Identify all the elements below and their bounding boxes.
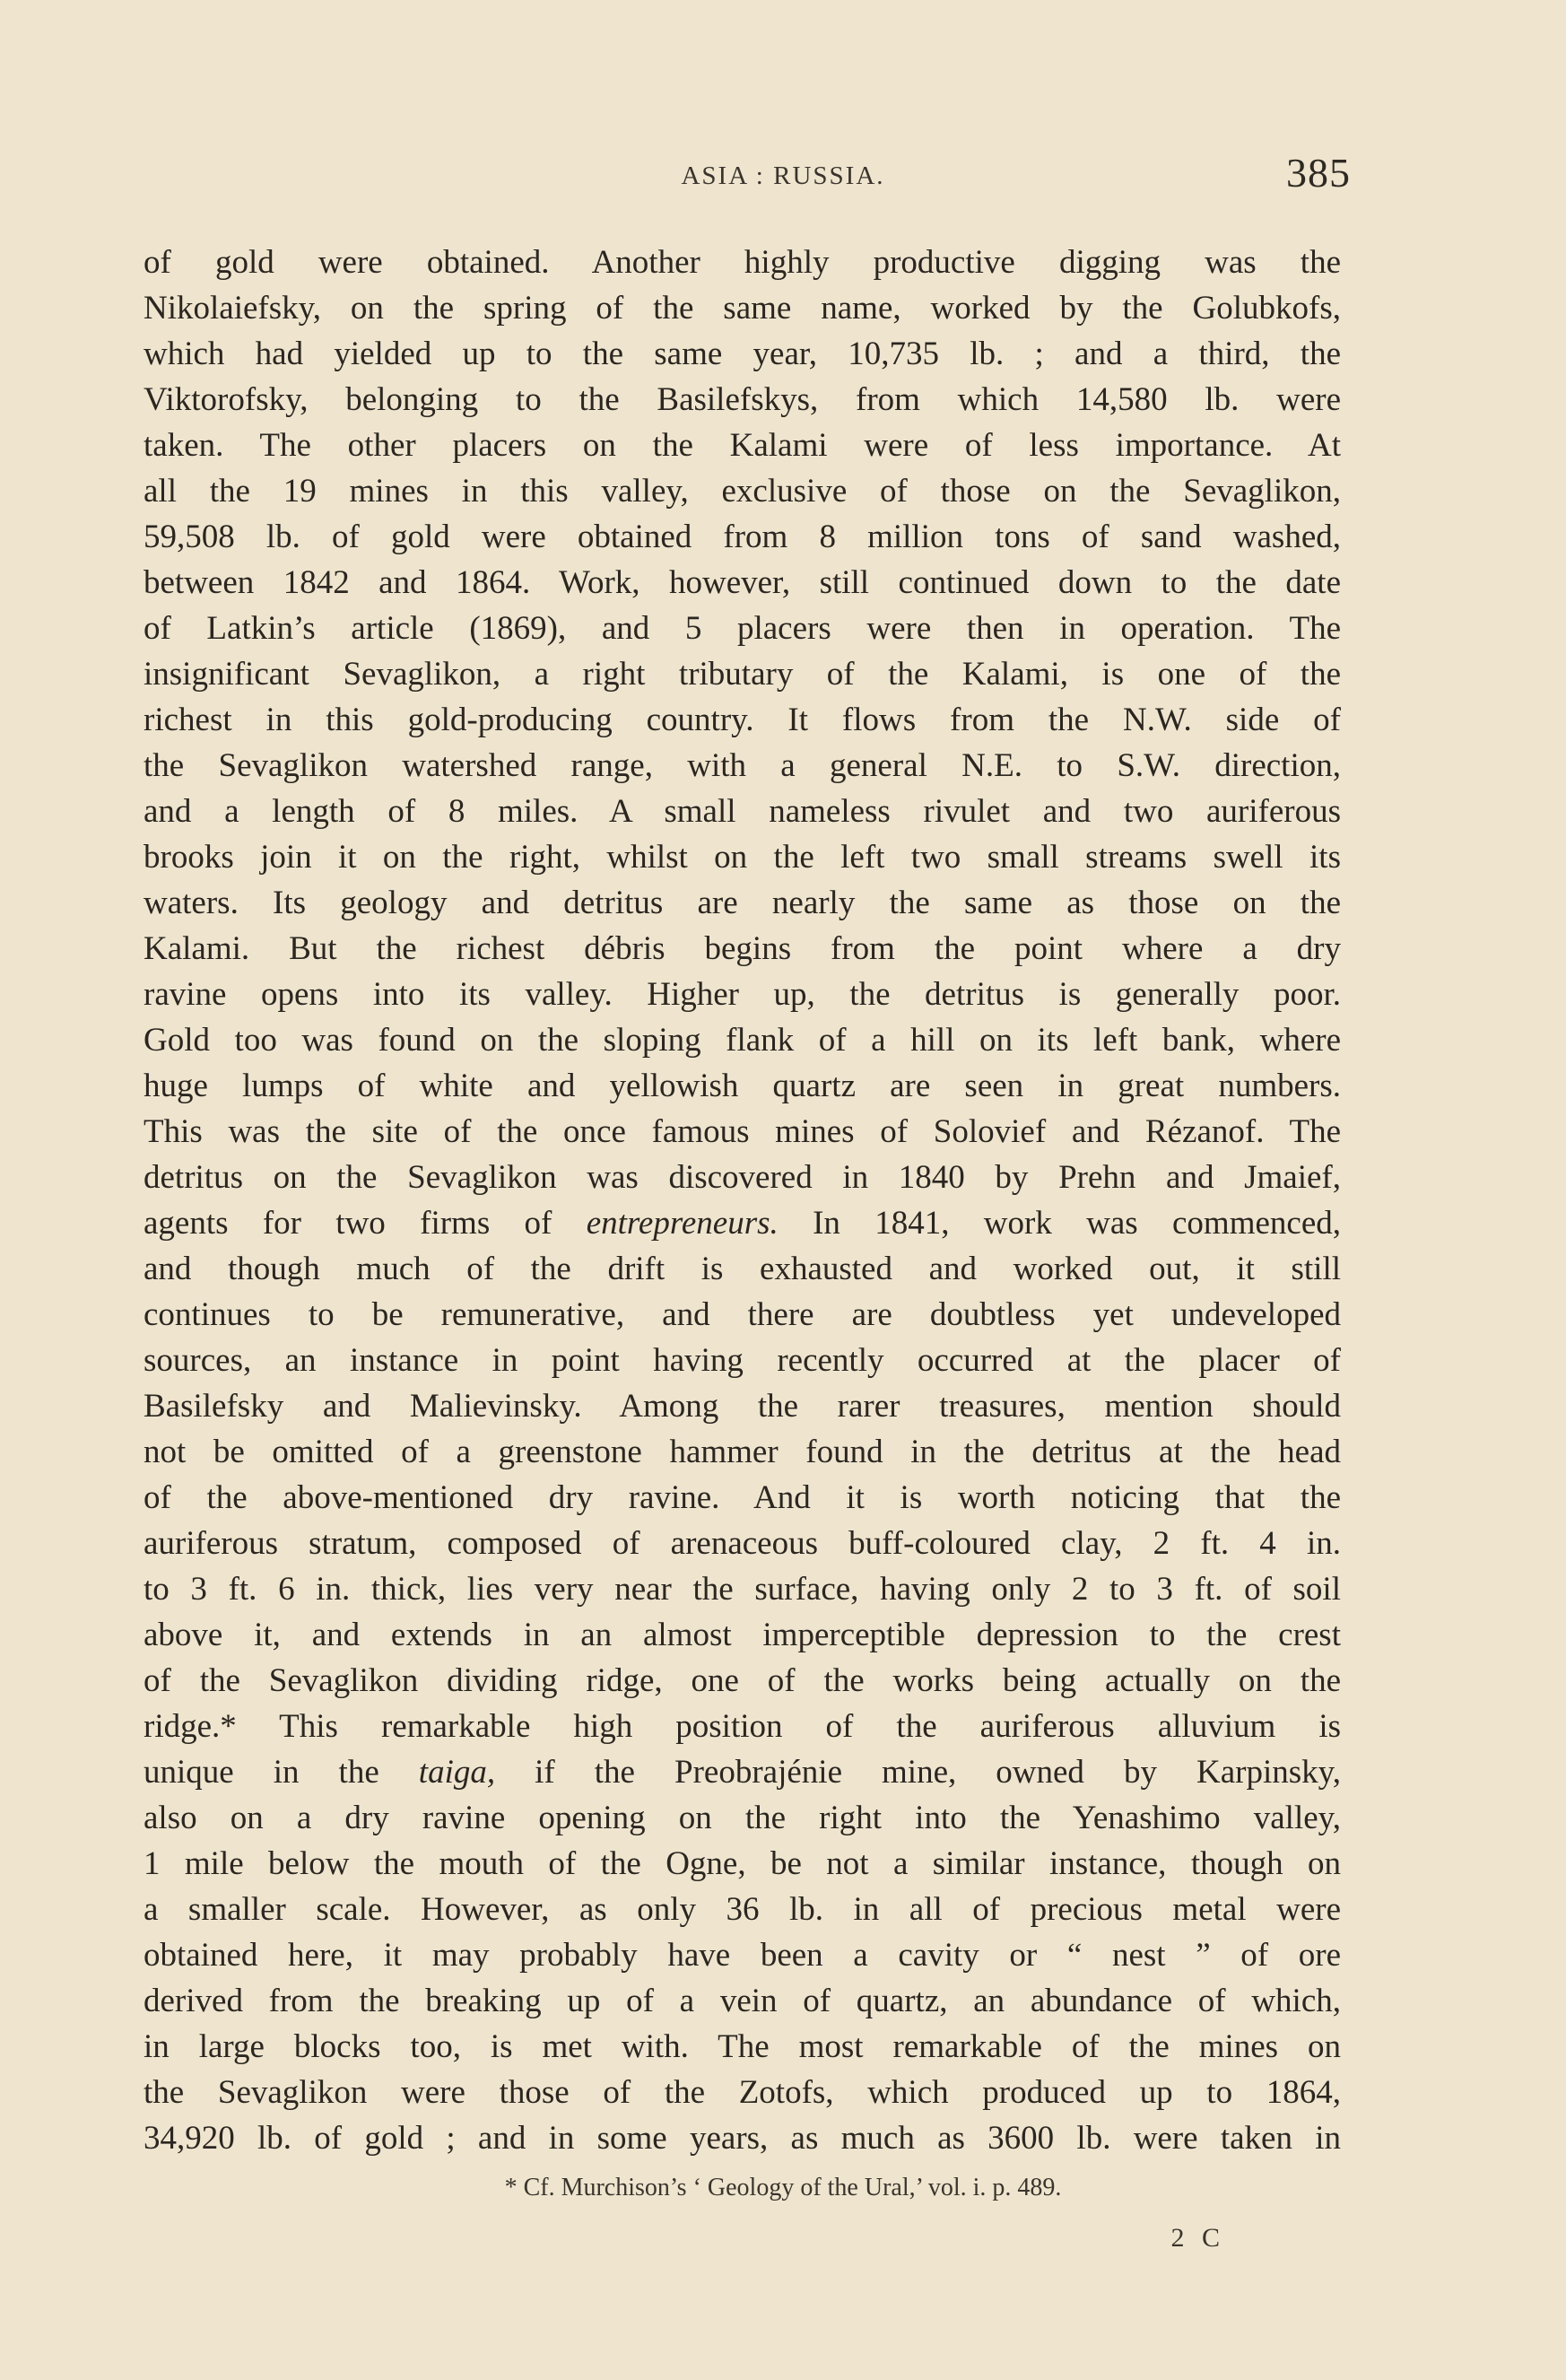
- text-line: between 1842 and 1864. Work, however, still continued down to the date: [144, 564, 1341, 601]
- text-line: Kalami. But the richest débris begins from the point where a dry: [144, 930, 1341, 967]
- text-line: not be omitted of a greenstone hammer found in the detritus at the head: [144, 1434, 1341, 1470]
- text-line: 1 mile below the mouth of the Ogne, be not a similar instance, though on: [144, 1845, 1341, 1882]
- line-segment: In 1841, work was commenced,: [778, 1205, 1341, 1242]
- text-line: brooks join it on the right, whilst on the left two small streams swell its: [144, 839, 1341, 876]
- text-line: huge lumps of white and yellowish quartz are seen in great numbers.: [144, 1068, 1341, 1104]
- text-line: all the 19 mines in this valley, exclusive of those on the Sevaglikon,: [144, 473, 1341, 510]
- text-line: the Sevaglikon were those of the Zotofs, which produced up to 1864,: [144, 2074, 1341, 2111]
- text-line: continues to be remunerative, and there are doubtless yet undeveloped: [144, 1296, 1341, 1333]
- text-line: Gold too was found on the sloping flank of a hill on its left bank, where: [144, 1022, 1341, 1059]
- text-line: ravine opens into its valley. Higher up, the detritus is generally poor.: [144, 976, 1341, 1013]
- text-line: of the Sevaglikon dividing ridge, one of the works being actually on the: [144, 1662, 1341, 1699]
- text-line: the Sevaglikon watershed range, with a general N.E. to S.W. direction,: [144, 747, 1341, 784]
- text-line: 59,508 lb. of gold were obtained from 8 million tons of sand washed,: [144, 519, 1341, 555]
- text-line: [144, 1200, 1341, 1246]
- italic-term: entrepreneurs.: [586, 1205, 779, 1242]
- text-line: 34,920 lb. of gold ; and in some years, as much as 3600 lb. were taken in: [144, 2120, 1341, 2157]
- text-line: [144, 1749, 1341, 1795]
- text-line: Viktorofsky, belonging to the Basilefskys, from which 14,580 lb. were: [144, 381, 1341, 418]
- page-number: 385: [1286, 150, 1351, 196]
- text-line: of Latkin’s article (1869), and 5 placers were then in operation. The: [144, 610, 1341, 647]
- running-head: ASIA : RUSSIA.: [681, 161, 885, 190]
- text-line: insignificant Sevaglikon, a right tributary of the Kalami, is one of the: [144, 656, 1341, 693]
- text-line: detritus on the Sevaglikon was discovered in 1840 by Prehn and Jmaief,: [144, 1159, 1341, 1196]
- text-line: of gold were obtained. Another highly productive digging was the: [144, 244, 1341, 281]
- italic-term: taiga,: [418, 1754, 496, 1791]
- text-line: also on a dry ravine opening on the right into the Yenashimo valley,: [144, 1800, 1341, 1836]
- body-text: [144, 240, 1341, 2161]
- text-line: derived from the breaking up of a vein of quartz, an abundance of which,: [144, 1983, 1341, 2019]
- text-line: Nikolaiefsky, on the spring of the same name, worked by the Golubkofs,: [144, 290, 1341, 327]
- text-line: richest in this gold-producing country. It flows from the N.W. side of: [144, 702, 1341, 738]
- text-line: ridge.* This remarkable high position of the auriferous alluvium is: [144, 1708, 1341, 1745]
- line-segment: unique in the: [144, 1754, 419, 1791]
- text-line: above it, and extends in an almost imperceptible depression to the crest: [144, 1617, 1341, 1653]
- line-segment: if the Preobrajénie mine, owned by Karpinsky,: [495, 1754, 1341, 1791]
- text-line: and a length of 8 miles. A small nameless rivulet and two auriferous: [144, 793, 1341, 830]
- text-line: to 3 ft. 6 in. thick, lies very near the surface, having only 2 to 3 ft. of soil: [144, 1571, 1341, 1608]
- footnote: * Cf. Murchison’s ‘ Geology of the Ural,’ vol. i. p. 489.: [504, 2174, 1062, 2201]
- text-line: obtained here, it may probably have been a cavity or “ nest ” of ore: [144, 1937, 1341, 1974]
- text-line: a smaller scale. However, as only 36 lb. in all of precious metal were: [144, 1891, 1341, 1928]
- signature-mark: 2 C: [1170, 2223, 1225, 2253]
- text-line: and though much of the drift is exhausted and worked out, it still: [144, 1251, 1341, 1287]
- text-line: waters. Its geology and detritus are nearly the same as those on the: [144, 885, 1341, 921]
- text-line: This was the site of the once famous mines of Solovief and Rézanof. The: [144, 1113, 1341, 1150]
- text-line: of the above-mentioned dry ravine. And it is worth noticing that the: [144, 1479, 1341, 1516]
- text-line: Basilefsky and Malievinsky. Among the rarer treasures, mention should: [144, 1388, 1341, 1425]
- text-line: auriferous stratum, composed of arenaceous buff-coloured clay, 2 ft. 4 in.: [144, 1525, 1341, 1562]
- text-line: in large blocks too, is met with. The most remarkable of the mines on: [144, 2028, 1341, 2065]
- text-line: which had yielded up to the same year, 10,735 lb. ; and a third, the: [144, 336, 1341, 372]
- text-line: sources, an instance in point having recently occurred at the placer of: [144, 1342, 1341, 1379]
- text-line: taken. The other placers on the Kalami were of less importance. At: [144, 427, 1341, 464]
- line-segment: agents for two firms of: [144, 1205, 587, 1242]
